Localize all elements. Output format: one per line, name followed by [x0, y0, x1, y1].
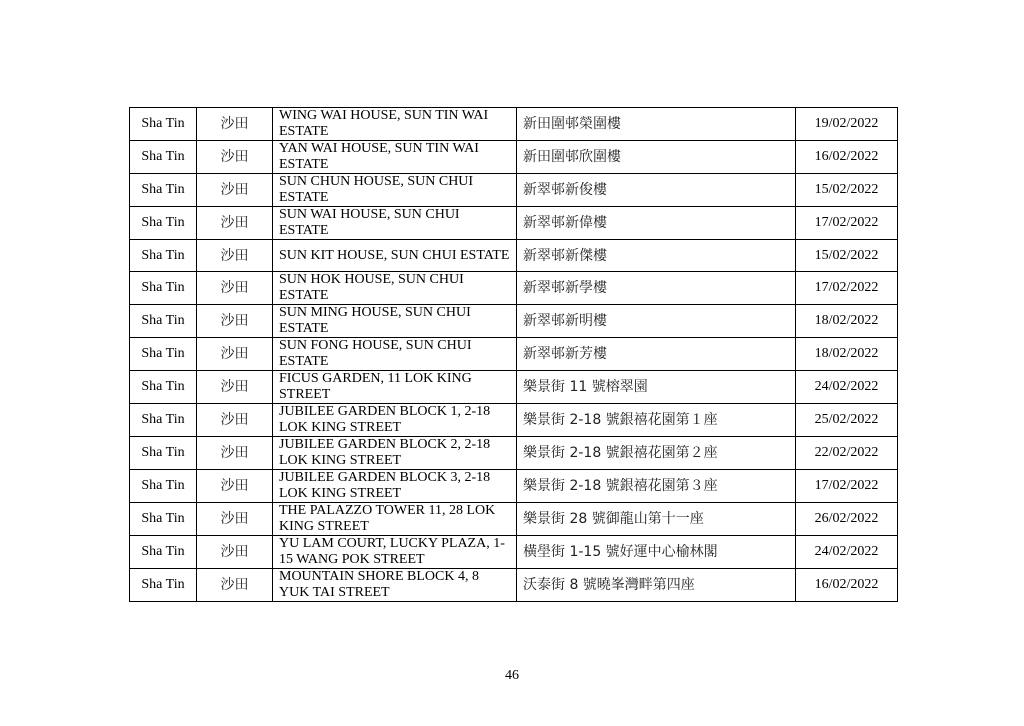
district-zh-cell: 沙田	[197, 470, 273, 503]
building-name-cell: SUN WAI HOUSE, SUN CHUI ESTATE	[273, 207, 517, 240]
district-zh-cell: 沙田	[197, 108, 273, 141]
district-zh-cell: 沙田	[197, 174, 273, 207]
page-number: 46	[505, 668, 519, 683]
building-name-zh-cell: 樂景街 2-18 號銀禧花園第３座	[517, 470, 796, 503]
date-cell: 24/02/2022	[796, 536, 898, 569]
building-name-cell: SUN KIT HOUSE, SUN CHUI ESTATE	[273, 240, 517, 272]
table-row	[130, 305, 898, 338]
district-cell: Sha Tin	[130, 305, 197, 338]
building-name-zh-cell: 新翠邨新俊樓	[517, 174, 796, 207]
date-cell: 15/02/2022	[796, 240, 898, 272]
table-row	[130, 141, 898, 174]
building-name-cell: JUBILEE GARDEN BLOCK 1, 2-18 LOK KING STREET	[273, 404, 517, 437]
table-row	[130, 536, 898, 569]
district-cell: Sha Tin	[130, 141, 197, 174]
table-row	[130, 108, 898, 141]
building-name-zh-cell: 沃泰街 8 號曉峯灣畔第四座	[517, 569, 796, 602]
district-zh-cell: 沙田	[197, 569, 273, 602]
district-cell: Sha Tin	[130, 207, 197, 240]
building-name-cell: MOUNTAIN SHORE BLOCK 4, 8 YUK TAI STREET	[273, 569, 517, 602]
building-name-cell: FICUS GARDEN, 11 LOK KING STREET	[273, 371, 517, 404]
district-zh-cell: 沙田	[197, 404, 273, 437]
date-cell: 17/02/2022	[796, 207, 898, 240]
table-row	[130, 338, 898, 371]
building-name-zh-cell: 樂景街 28 號御龍山第十一座	[517, 503, 796, 536]
district-zh-cell: 沙田	[197, 536, 273, 569]
district-zh-cell: 沙田	[197, 338, 273, 371]
building-name-zh-cell: 新翠邨新偉樓	[517, 207, 796, 240]
building-name-zh-cell: 新田圍邨欣圍樓	[517, 141, 796, 174]
table-row	[130, 207, 898, 240]
district-cell: Sha Tin	[130, 404, 197, 437]
table-row	[130, 371, 898, 404]
district-zh-cell: 沙田	[197, 141, 273, 174]
building-name-cell: YU LAM COURT, LUCKY PLAZA, 1-15 WANG POK STREET	[273, 536, 517, 569]
district-cell: Sha Tin	[130, 437, 197, 470]
district-zh-cell: 沙田	[197, 272, 273, 305]
district-cell: Sha Tin	[130, 240, 197, 272]
date-cell: 25/02/2022	[796, 404, 898, 437]
date-cell: 15/02/2022	[796, 174, 898, 207]
district-zh-cell: 沙田	[197, 305, 273, 338]
table-row	[130, 470, 898, 503]
building-list-table	[129, 107, 898, 602]
building-name-zh-cell: 新翠邨新學樓	[517, 272, 796, 305]
district-cell: Sha Tin	[130, 470, 197, 503]
building-name-cell: SUN MING HOUSE, SUN CHUI ESTATE	[273, 305, 517, 338]
district-cell: Sha Tin	[130, 272, 197, 305]
table-row	[130, 569, 898, 602]
building-name-zh-cell: 新翠邨新明樓	[517, 305, 796, 338]
building-name-zh-cell: 樂景街 11 號榕翠園	[517, 371, 796, 404]
date-cell: 18/02/2022	[796, 338, 898, 371]
district-cell: Sha Tin	[130, 503, 197, 536]
district-cell: Sha Tin	[130, 569, 197, 602]
table-row	[130, 272, 898, 305]
building-name-zh-cell: 樂景街 2-18 號銀禧花園第２座	[517, 437, 796, 470]
date-cell: 18/02/2022	[796, 305, 898, 338]
table-row	[130, 404, 898, 437]
date-cell: 17/02/2022	[796, 470, 898, 503]
building-name-cell: SUN FONG HOUSE, SUN CHUI ESTATE	[273, 338, 517, 371]
date-cell: 17/02/2022	[796, 272, 898, 305]
district-zh-cell: 沙田	[197, 240, 273, 272]
date-cell: 22/02/2022	[796, 437, 898, 470]
date-cell: 26/02/2022	[796, 503, 898, 536]
district-cell: Sha Tin	[130, 536, 197, 569]
building-name-zh-cell: 新翠邨新傑樓	[517, 240, 796, 272]
date-cell: 16/02/2022	[796, 569, 898, 602]
district-cell: Sha Tin	[130, 371, 197, 404]
building-name-cell: JUBILEE GARDEN BLOCK 2, 2-18 LOK KING STREET	[273, 437, 517, 470]
district-cell: Sha Tin	[130, 108, 197, 141]
date-cell: 19/02/2022	[796, 108, 898, 141]
table-row	[130, 174, 898, 207]
building-name-zh-cell: 新翠邨新芳樓	[517, 338, 796, 371]
district-cell: Sha Tin	[130, 338, 197, 371]
building-name-cell: WING WAI HOUSE, SUN TIN WAI ESTATE	[273, 108, 517, 141]
building-name-zh-cell: 樂景街 2-18 號銀禧花園第１座	[517, 404, 796, 437]
building-name-zh-cell: 橫壆街 1-15 號好運中心榆林閣	[517, 536, 796, 569]
table-row	[130, 437, 898, 470]
date-cell: 16/02/2022	[796, 141, 898, 174]
table-body	[130, 108, 898, 602]
district-zh-cell: 沙田	[197, 207, 273, 240]
building-name-cell: JUBILEE GARDEN BLOCK 3, 2-18 LOK KING STREET	[273, 470, 517, 503]
building-name-cell: THE PALAZZO TOWER 11, 28 LOK KING STREET	[273, 503, 517, 536]
building-name-zh-cell: 新田圍邨榮圍樓	[517, 108, 796, 141]
district-cell: Sha Tin	[130, 174, 197, 207]
building-name-cell: YAN WAI HOUSE, SUN TIN WAI ESTATE	[273, 141, 517, 174]
district-zh-cell: 沙田	[197, 503, 273, 536]
table-row	[130, 240, 898, 272]
building-name-cell: SUN HOK HOUSE, SUN CHUI ESTATE	[273, 272, 517, 305]
building-name-cell: SUN CHUN HOUSE, SUN CHUI ESTATE	[273, 174, 517, 207]
table-row	[130, 503, 898, 536]
district-zh-cell: 沙田	[197, 371, 273, 404]
district-zh-cell: 沙田	[197, 437, 273, 470]
date-cell: 24/02/2022	[796, 371, 898, 404]
